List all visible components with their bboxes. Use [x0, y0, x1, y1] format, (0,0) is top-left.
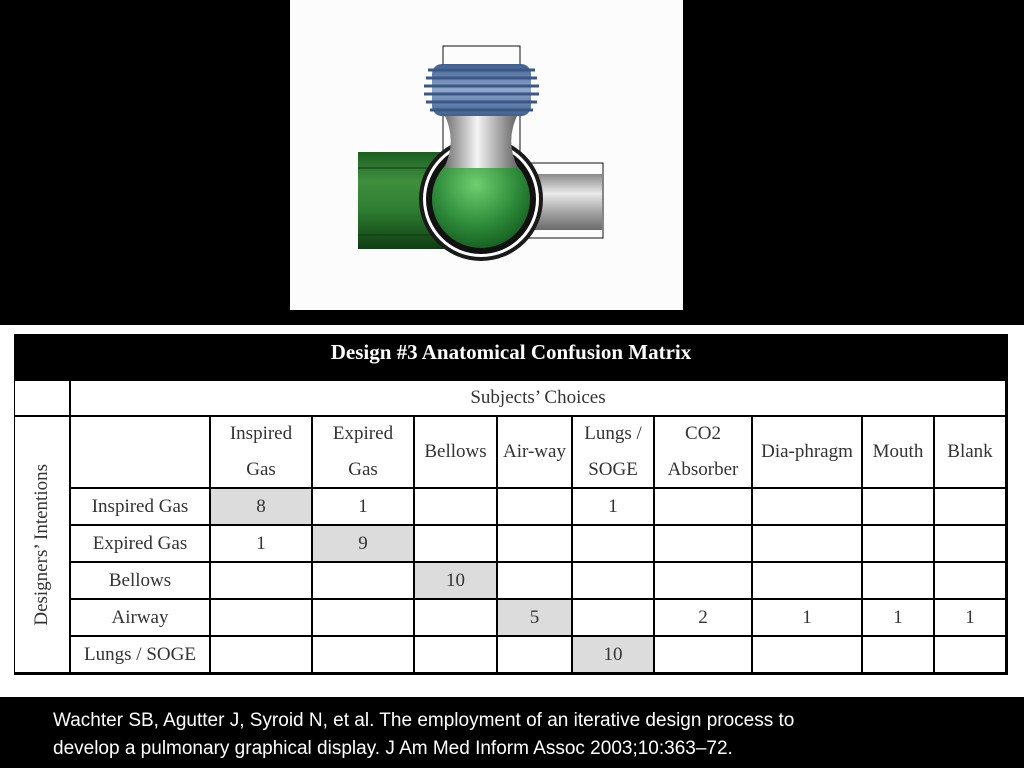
matrix-cell: 10 [415, 563, 498, 600]
matrix-cell [753, 489, 863, 526]
matrix-cell [498, 526, 573, 563]
matrix-cell [211, 600, 313, 637]
column-header-line-2: SOGE [588, 459, 638, 480]
matrix-cell: 9 [313, 526, 415, 563]
bellows-icon [424, 64, 539, 116]
matrix-cell: 1 [753, 600, 863, 637]
row-label: Expired Gas [71, 526, 211, 563]
column-header-line-1: Expired [332, 423, 394, 444]
designers-intentions-header [15, 417, 71, 674]
subjects-choices-header: Subjects’ Choices [71, 381, 1007, 417]
column-header-line-1: Lungs / [584, 423, 642, 444]
row-label: Bellows [71, 563, 211, 600]
column-header-line-2: Gas [348, 459, 378, 480]
citation-line-1: Wachter SB, Agutter J, Syroid N, et al. The employment of an iterative design process to [53, 710, 795, 731]
matrix-cell [863, 526, 935, 563]
column-header-line-1: Bellows [424, 441, 487, 462]
column-header-line-2: Absorber [667, 459, 739, 480]
matrix-grid [15, 381, 1007, 674]
citation [53, 707, 993, 763]
matrix-cell [863, 563, 935, 600]
matrix-cell [573, 600, 655, 637]
matrix-cell [211, 563, 313, 600]
column-header-line-2: Gas [246, 459, 276, 480]
matrix-cell [313, 600, 415, 637]
matrix-cell [655, 526, 753, 563]
matrix-cell: 10 [573, 637, 655, 674]
matrix-cell [863, 489, 935, 526]
matrix-cell: 1 [313, 489, 415, 526]
matrix-cell [498, 637, 573, 674]
row-label: Lungs / SOGE [71, 637, 211, 674]
corner-cell [15, 381, 71, 417]
column-header [935, 417, 1007, 489]
anatomical-diagram [290, 0, 683, 310]
matrix-cell [498, 489, 573, 526]
matrix-cell [935, 563, 1007, 600]
matrix-title: Design #3 Anatomical Confusion Matrix [15, 335, 1007, 381]
column-header [313, 417, 415, 489]
matrix-cell [655, 637, 753, 674]
matrix-cell: 1 [211, 526, 313, 563]
row-label-header [71, 417, 211, 489]
matrix-cell: 8 [211, 489, 313, 526]
matrix-cell: 2 [655, 600, 753, 637]
column-header [211, 417, 313, 489]
matrix-cell [573, 563, 655, 600]
column-header-line-1: Air-way [503, 441, 566, 462]
column-header [498, 417, 573, 489]
row-label: Airway [71, 600, 211, 637]
column-header [655, 417, 753, 489]
column-header-line-1: Inspired [229, 423, 293, 444]
matrix-cell [498, 563, 573, 600]
column-header [415, 417, 498, 489]
matrix-cell [863, 637, 935, 674]
confusion-matrix [14, 334, 1008, 675]
matrix-cell [753, 637, 863, 674]
confusion-matrix-panel [0, 325, 1024, 697]
pulmonary-display-illustration [290, 0, 683, 310]
matrix-cell [415, 600, 498, 637]
column-header-line-1: Dia-phragm [761, 441, 853, 462]
matrix-cell [313, 637, 415, 674]
column-header [753, 417, 863, 489]
matrix-cell [753, 526, 863, 563]
matrix-cell [935, 526, 1007, 563]
matrix-cell: 5 [498, 600, 573, 637]
column-header-line-1: CO2 [685, 423, 721, 444]
matrix-cell [935, 489, 1007, 526]
column-header-line-1: Mouth [872, 441, 924, 462]
matrix-cell [415, 526, 498, 563]
citation-line-2: develop a pulmonary graphical display. J Am Med Inform Assoc 2003;10:363–72. [53, 738, 733, 759]
column-header [863, 417, 935, 489]
matrix-cell [573, 526, 655, 563]
matrix-cell [655, 563, 753, 600]
matrix-cell: 1 [863, 600, 935, 637]
matrix-cell [415, 637, 498, 674]
matrix-cell [935, 637, 1007, 674]
matrix-cell [753, 563, 863, 600]
designers-intentions-label: Designers’ Intentions [31, 463, 52, 626]
column-header-line-1: Blank [947, 441, 993, 462]
matrix-cell [655, 489, 753, 526]
matrix-cell [211, 637, 313, 674]
matrix-cell: 1 [573, 489, 655, 526]
column-header [573, 417, 655, 489]
row-label: Inspired Gas [71, 489, 211, 526]
matrix-cell [313, 563, 415, 600]
matrix-cell [415, 489, 498, 526]
matrix-cell: 1 [935, 600, 1007, 637]
airway-neck [443, 112, 519, 168]
